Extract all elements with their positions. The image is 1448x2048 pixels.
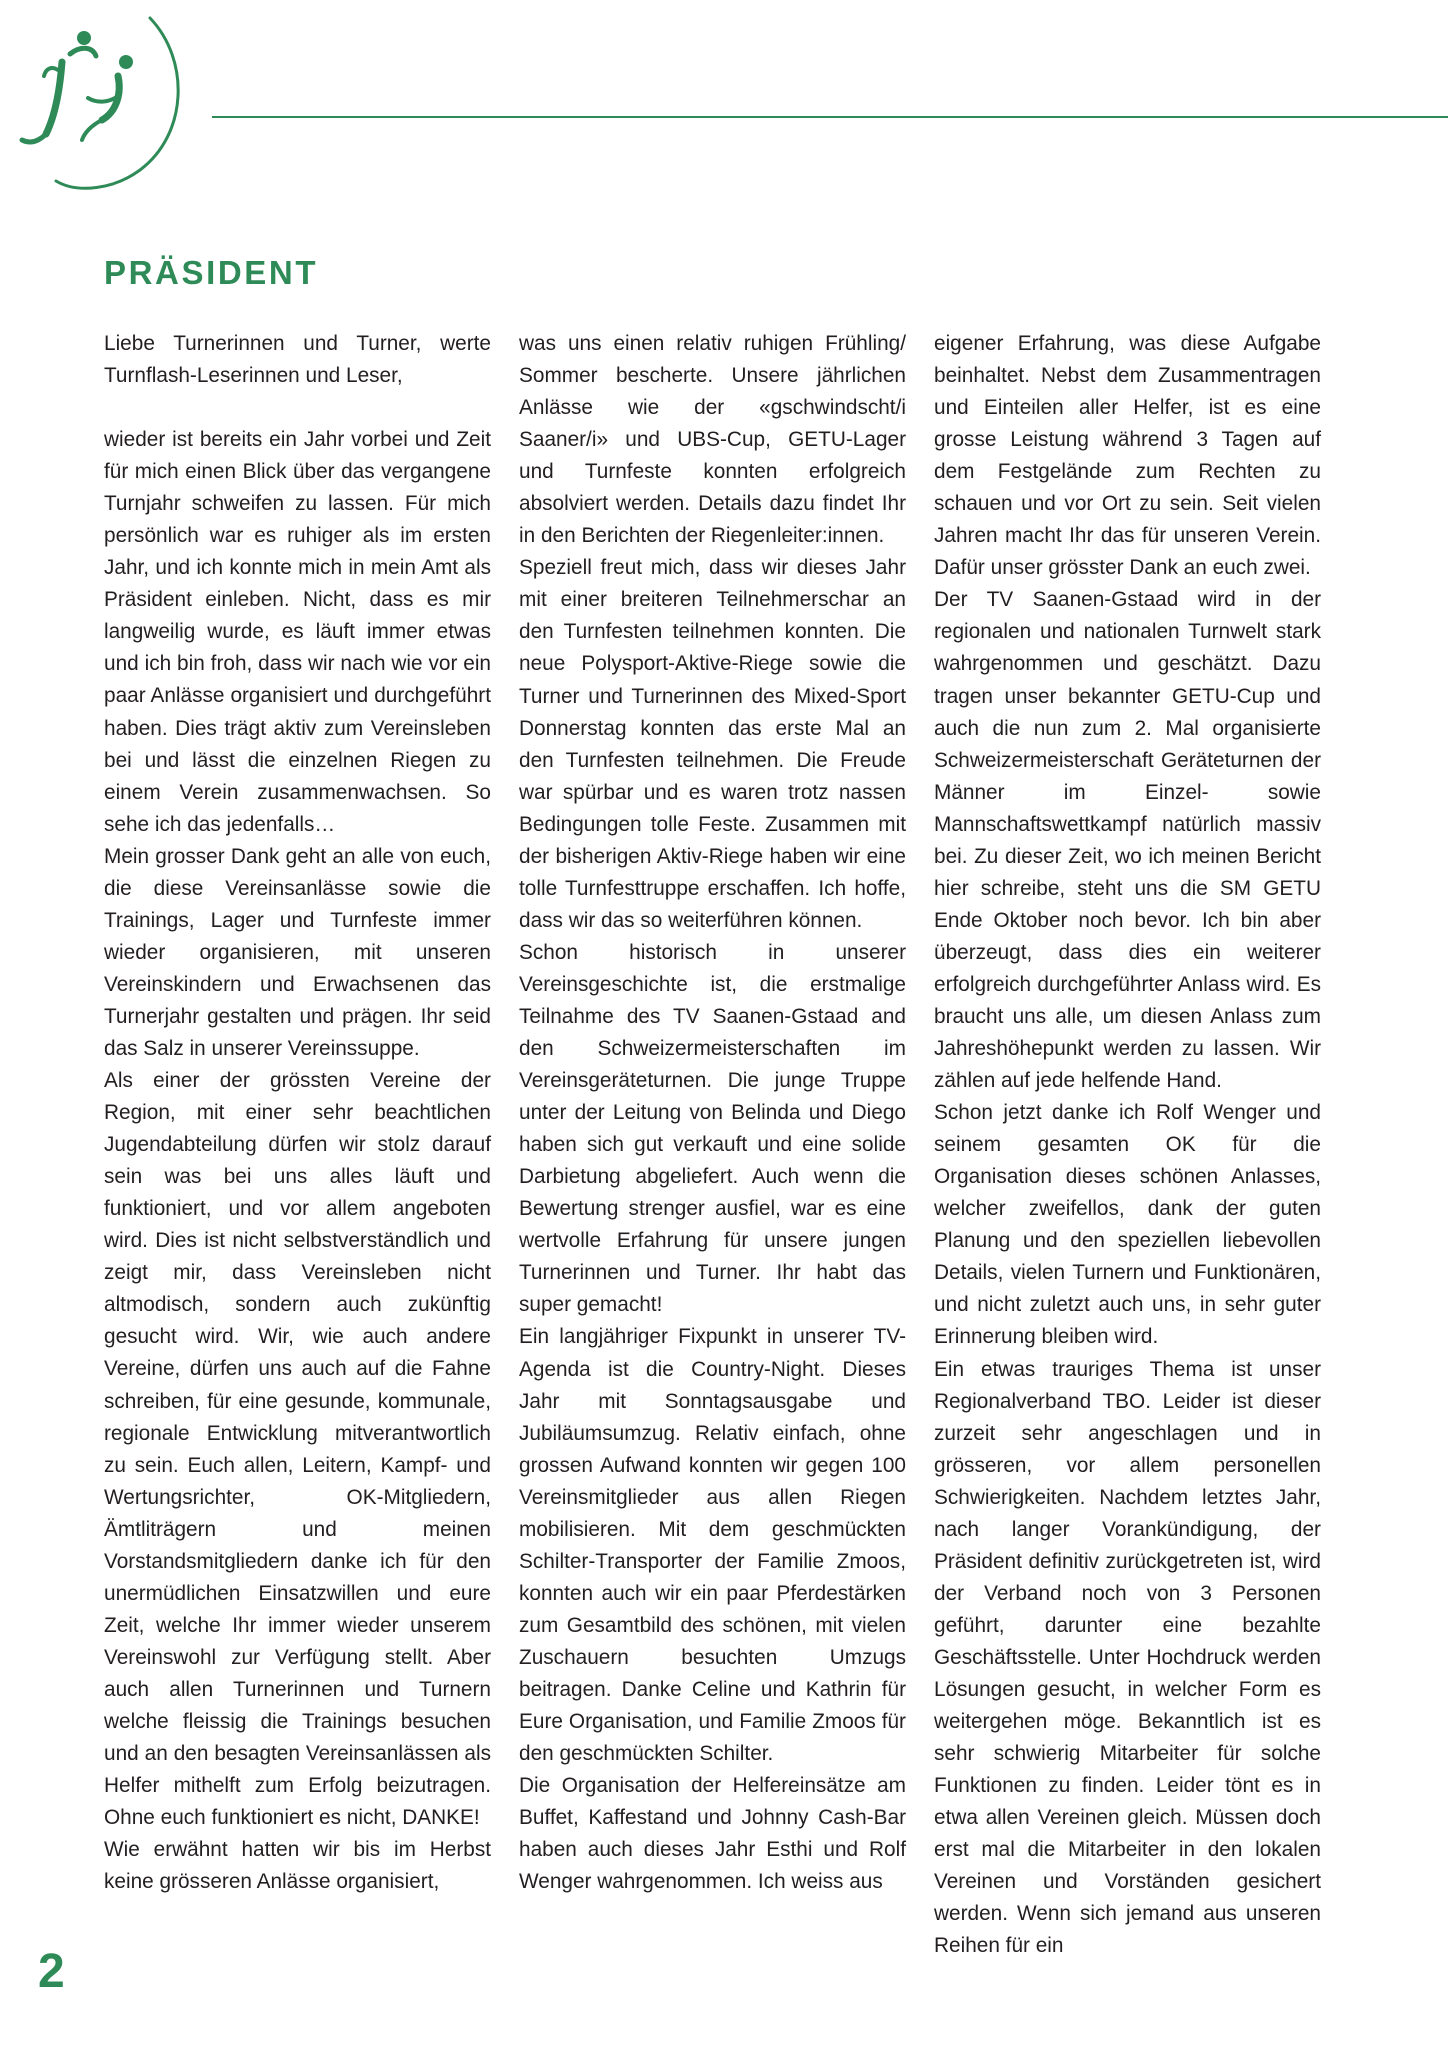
paragraph: Ein langjähriger Fixpunkt in unserer TV-Agenda ist die Country-Night. Dieses Jahr mit Sonntagsausgabe und Jubiläumsumzug. Relativ einfach, ohne grossen Aufwand konnten wir gegen 100 Vereinsmitglieder aus allen Riegen mobilisieren. Mit dem geschmückten Schilter-Transporter der Familie Zmoos, konnten auch wir ein paar Pferdestärken zum Gesamtbild des schönen, mit vielen Zuschauern besuchten Umzugs beitragen. Danke Celine und Kathrin für Eure Organisation, und Familie Zmoos für den geschmückten Schilter. bbox=[519, 1325, 906, 1766]
text-column-2 bbox=[519, 328, 906, 1898]
paragraph: Schon historisch in unserer Vereinsgeschichte ist, die erstmalige Teilnahme des TV Saanen-Gstaad and den Schweizermeisterschaften im Vereinsgeräteturnen. Die junge Truppe unter der Leitung von Belinda und Diego haben sich gut verkauft und eine solide Darbietung abgeliefert. Auch wenn die Bewertung strenger ausfiel, war es eine wertvolle Erfahrung für unsere jungen Turnerinnen und Turner. Ihr habt das super gemacht! bbox=[519, 940, 906, 1317]
paragraph: eigener Erfahrung, was diese Aufgabe beinhaltet. Nebst dem Zusammentragen und Einteilen aller Helfer, ist es eine grosse Leistung während 3 Tagen auf dem Festgelände zum Rechten zu schauen und vor Ort zu sein. Seit vielen Jahren macht Ihr das für unseren Verein. Dafür unser grösster Dank an euch zwei. bbox=[934, 332, 1321, 580]
paragraph: Der TV Saanen-Gstaad wird in der regionalen und nationalen Turnwelt stark wahrgenommen und geschätzt. Dazu tragen unser bekannter GETU-Cup und auch die nun zum 2. Mal organisierte Schweizermeisterschaft Geräteturnen der Männer im Einzel- sowie Mannschaftswettkampf natürlich massiv bei. Zu dieser Zeit, wo ich meinen Bericht hier schreibe, steht uns die SM GETU Ende Oktober noch bevor. Ich bin aber überzeugt, dass dies ein weiterer erfolgreich durchgeführter Anlass wird. Es braucht uns alle, um diesen Anlass zum Jahreshöhepunkt werden zu lassen. Wir zählen auf jede helfende Hand. bbox=[934, 588, 1321, 1093]
paragraph: Wie erwähnt hatten wir bis im Herbst keine grösseren Anlässe organisiert, bbox=[104, 1838, 491, 1894]
text-column-3 bbox=[934, 328, 1321, 1962]
page-title: PRÄSIDENT bbox=[104, 254, 319, 291]
paragraph: wieder ist bereits ein Jahr vorbei und Zeit für mich einen Blick über das vergangene Turnjahr schweifen zu lassen. Für mich persönlich war es ruhiger als im ersten Jahr, und ich konnte mich in mein Amt als Präsident einleben. Nicht, dass es mir langweilig wurde, es läuft immer etwas und ich bin froh, dass wir nach wie vor ein paar Anlässe organisiert und durchgeführt haben. Dies trägt aktiv zum Vereinsleben bei und lässt die einzelnen Riegen zu einem Verein zusammenwachsen. So sehe ich das jedenfalls… bbox=[104, 428, 491, 836]
gymnast-figure-logo bbox=[18, 16, 188, 196]
page-number: 2 bbox=[38, 1945, 65, 1998]
paragraph: was uns einen relativ ruhigen Frühling/ Sommer bescherte. Unsere jährlichen Anlässe wie der «gschwindscht/i Saaner/i» und UBS-Cup, GETU-Lager und Turnfeste konnten erfolgreich absolviert werden. Details dazu findet Ihr in den Berichten der Riegenleiter:innen. bbox=[519, 332, 906, 548]
paragraph: Speziell freut mich, dass wir dieses Jahr mit einer breiteren Teilnehmerschar an den Turnfesten teilnehmen konnten. Die neue Polysport-Aktive-Riege sowie die Turner und Turnerinnen des Mixed-Sport Donnerstag konnten das erste Mal an den Turnfesten teilnehmen. Die Freude war spürbar und es waren trotz nassen Bedingungen tolle Feste. Zusammen mit der bisherigen Aktiv-Riege haben wir eine tolle Turnfesttruppe erschaffen. Ich hoffe, dass wir das so weiterführen können. bbox=[519, 556, 906, 932]
paragraph: Die Organisation der Helfereinsätze am Buffet, Kaffestand und Johnny Cash-Bar haben auch dieses Jahr Esthi und Rolf Wenger wahrgenommen. Ich weiss aus bbox=[519, 1774, 906, 1894]
header-rule bbox=[212, 116, 1448, 118]
paragraph: Als einer der grössten Vereine der Region, mit einer sehr beachtlichen Jugendabteilung dürfen wir stolz darauf sein was bei uns alles läuft und funktioniert, und vor allem angeboten wird. Dies ist nicht selbstverständlich und zeigt mir, dass Vereinsleben nicht altmodisch, sondern auch zukünftig gesucht wird. Wir, wie auch andere Vereine, dürfen uns auch auf die Fahne schreiben, für eine gesunde, kommunale, regionale Entwicklung mitverantwortlich zu sein. Euch allen, Leitern, Kampf- und Wertungsrichter, OK-Mitgliedern, Ämtliträgern und meinen Vorstandsmitgliedern danke ich für den unermüdlichen Einsatzwillen und eure Zeit, welche Ihr immer wieder unserem Vereinswohl zur Verfügung stellt. Aber auch allen Turnerinnen und Turnern welche fleissig die Trainings besuchen und an den besagten Vereinsanlässen als Helfer mithelft zum Erfolg beizutragen. Ohne euch funktioniert es nicht, DANKE! bbox=[104, 1069, 491, 1830]
text-column-1 bbox=[104, 328, 491, 1898]
paragraph: Ein etwas trauriges Thema ist unser Regionalverband TBO. Leider ist dieser zurzeit sehr angeschlagen und in grösseren, vor allem personellen Schwierigkeiten. Nachdem letztes Jahr, nach langer Vorankündigung, der Präsident definitiv zurückgetreten ist, wird der Verband noch von 3 Personen geführt, darunter eine bezahlte Geschäftsstelle. Unter Hochdruck werden Lösungen gesucht, in welcher Form es weitergehen möge. Bekanntlich ist es sehr schwierig Mitarbeiter für solche Funktionen zu finden. Leider tönt es in etwa allen Vereinen gleich. Müssen doch erst mal die Mitarbeiter in den lokalen Vereinen und Vorständen gesichert werden. Wenn sich jemand aus unseren Reihen für ein bbox=[934, 1357, 1321, 1958]
paragraph: Mein grosser Dank geht an alle von euch, die diese Vereinsanlässe sowie die Trainings, Lager und Turnfeste immer wieder organisieren, mit unseren Vereinskindern und Erwachsenen das Turnerjahr gestalten und prägen. Ihr seid das Salz in unserer Vereinssuppe. bbox=[104, 844, 491, 1060]
paragraph: Schon jetzt danke ich Rolf Wenger und seinem gesamten OK für die Organisation dieses schönen Anlasses, welcher zweifellos, dank der guten Planung und den speziellen liebevollen Details, vielen Turnern und Funktionären, und nicht zuletzt auch uns, in sehr guter Erinnerung bleiben wird. bbox=[934, 1101, 1321, 1349]
salutation: Liebe Turnerinnen und Turner, werte Turnflash-Leserinnen und Leser, bbox=[104, 332, 491, 388]
